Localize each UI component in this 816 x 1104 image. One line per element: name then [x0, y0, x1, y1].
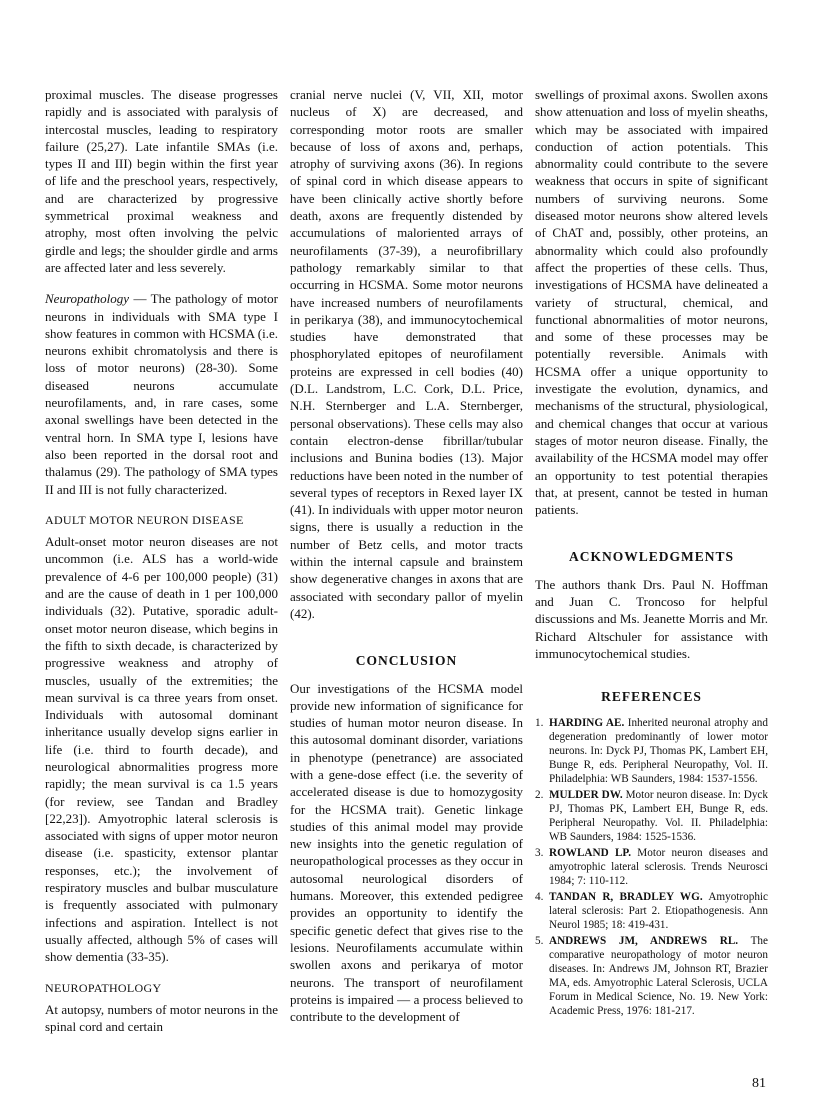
ref-text: Motor neuron disease. In: Dyck PJ, Thomas PK, Lambert EH, Bunge R, eds. Peripheral Neuropathy. Vol. II. Philadelphia: WB Saunders, 1984: 1525-1536.: [549, 788, 768, 843]
ref-number: 3.: [535, 846, 544, 859]
paragraph: swellings of proximal axons. Swollen axons show attenuation and loss of myelin sheaths, which may be associated with impaired conduction of action potentials. This abnormality could contribute to the severe weakness that occurs in spite of significant numbers of surviving neurons. Some diseased motor neurons show altered levels of ChAT and, possibly, other proteins, an abnormality which could also profoundly affect the properties of these cells. Thus, investigations of HCSMA have delineated a variety of structural, chemical, and functional abnormalities of motor neurons, and some of these processes may be potentially reversible. Animals with HCSMA offer a unique opportunity to investigate the evolution, dynamics, and mechanisms of the structural, physiological, and chemical changes that occur at various stages of motor neuron disease. Finally, the availability of the HCSMA model may offer an opportunity to test potential therapies that, at present, cannot be tested in human patients.: [535, 87, 768, 518]
section-heading: REFERENCES: [601, 689, 702, 705]
ref-authors: ANDREWS JM, ANDREWS RL.: [549, 934, 739, 947]
reference-item: [535, 716, 768, 786]
section-heading: CONCLUSION: [355, 653, 458, 669]
reference-item: [535, 788, 768, 844]
paragraph: Adult-onset motor neuron diseases are not uncommon (i.e. ALS has a world-wide prevalence of 4-6 per 100,000 people) (31) and are the cause of death in 1 per 100,000 individuals (32). Putative, sporadic adult-onset motor neuron disease, which begins in the fifth to sixth decade, is characterized by progressive weakness and atrophy of muscles, usually of the extremities; the mean survival is ca three years from onset. Individuals with autosomal dominant inheritance usually develop signs earlier in life (i.e. third to fourth decade), and neurological abnormalities progress more rapidly; the mean survival is ca 1.5 years (for review, see Tandan and Bradley [22,23]). Amyotrophic lateral sclerosis is associated with signs of upper motor neuron disease (i.e. spasticity, extensor plantar responses, etc.); the involvement of respiratory muscles and bulbar musculature is frequently associated with pulmonary infections and aspiration. Intellect is not usually affected, although 5% of cases will show dementia (33-35).: [45, 534, 278, 965]
reference-item: [535, 890, 768, 932]
reference-item: [535, 846, 768, 888]
ref-authors: ROWLAND LP.: [549, 846, 632, 859]
ref-text: Amyotrophic lateral sclerosis: Part 2. Etiopathogenesis. Ann Neurol 1985; 18: 419-431.: [549, 890, 768, 931]
ref-text: The comparative neuropathology of motor neuron diseases. In: Andrews JM, Johnson RT, Brazier MA, eds. Amyotrophic Lateral Sclerosis, UCLA Forum in Medical Science, No. 19. New York: Academic Press, 1976: 181-217.: [549, 934, 768, 1017]
ref-authors: HARDING AE.: [549, 716, 625, 729]
ref-authors: MULDER DW.: [549, 788, 623, 801]
paragraph: At autopsy, numbers of motor neurons in the spinal cord and certain: [45, 1001, 278, 1035]
page-number: 81: [752, 1076, 766, 1091]
ref-number: 4.: [535, 890, 544, 903]
section-heading: NEUROPATHOLOGY: [45, 980, 162, 995]
reference-item: [535, 934, 768, 1018]
paragraph: Our investigations of the HCSMA model provide new information of significance for studies of human motor neuron disease. In this autosomal dominant disorder, variations in phenotype (penetrance) are associated with a gene-dose effect (i.e. the severity of accelerated disease is due to homozygosity for the HCSMA trait). Genetic linkage studies of this animal model may provide new insights into the genetic regulation of neuropathological processes as they occur in autosomal neurological disorders of humans. Moreover, this extended pedigree provides an opportunity to identify the specific genetic defect that gives rise to the lesions. Neurofilaments accumulate within swollen axons and perikarya of motor neurons. The transport of neurofilament proteins is impaired — a process believed to contribute to the development of: [290, 680, 523, 1025]
paragraph-text: — The pathology of motor neurons in individuals with SMA type I show features in common with HCSMA (i.e. neurons exhibit chromatolysis and there is loss of motor neurons) (28-30). Some diseased neurons accumulate neurofilaments, and, in rare cases, some axonal swellings have been detected in the ventral horn. In SMA type I, lesions have also been reported in the dorsal root and thalamus (29). The pathology of SMA types II and III is not fully characterized.: [45, 291, 278, 497]
run-in-heading: Neuropathology: [45, 291, 130, 307]
section-heading: ACKNOWLEDGMENTS: [568, 549, 735, 565]
ref-authors: TANDAN R, BRADLEY WG.: [549, 890, 703, 903]
ref-number: 1.: [535, 716, 544, 729]
reference-list: [535, 716, 768, 1018]
column-3: [535, 86, 768, 1020]
ref-number: 2.: [535, 788, 544, 801]
ref-number: 5.: [535, 934, 544, 947]
column-2: [290, 86, 523, 1025]
ref-text: Motor neuron diseases and amyotrophic lateral sclerosis. Trends Neurosci 1984; 7: 110-112.: [549, 846, 768, 887]
paragraph: proximal muscles. The disease progresses rapidly and is associated with paralysis of intercostal muscles, leading to respiratory failure (25,27). Late infantile SMAs (i.e. types II and III) begin within the first year of life and the preschool years, respectively, and are characterized by progressive symmetrical proximal weakness and atrophy, most often involving the pelvic girdle and legs; the shoulder girdle and arms are affected later and less severely.: [45, 87, 278, 275]
ref-text: Inherited neuronal atrophy and degeneration predominantly of lower motor neurons. In: Dyck PJ, Thomas PK, Lambert EH, Bunge R, eds. Peripheral Neuropathy, Vol. II. Philadelphia: WB Saunders, 1984: 1537-1556.: [549, 716, 768, 785]
paragraph: The authors thank Drs. Paul N. Hoffman and Juan C. Troncoso for helpful discussions and Ms. Jeanette Morris and Mr. Richard Altschuler for assistance with immunocytochemical studies.: [535, 576, 768, 661]
paragraph: cranial nerve nuclei (V, VII, XII, motor nucleus of X) are decreased, and corresponding motor roots are smaller because of loss of axons and, perhaps, atrophy of surviving axons (36). In regions of spinal cord in which disease appears to have been clinically active shortly before death, axons are frequently distended by accumulations of maloriented arrays of neurofilaments (37-39), a neurofibrillary pathology remarkably similar to that occurring in HCSMA. Some motor neurons have increased numbers of neurofilaments in perikarya (38), and immunocytochemical studies have demonstrated that phosphorylated epitopes of neurofilament proteins are expressed in cell bodies (40) (D.L. Landstrom, L.C. Cork, D.L. Price, N.H. Sternberger and L.A. Sternberger, personal observations). These cells may also contain electron-dense fibrillar/tubular inclusions and Bunina bodies (13). Major reductions have been noted in the number of several types of receptors in Rexed layer IX (41). In individuals with upper motor neuron signs, there is usually a reduction in the number of Betz cells, and motor tracts within the internal capsule and brainstem show degenerative changes in axons that are associated with secondary pallor of myelin (42).: [290, 87, 523, 621]
paragraph: [45, 290, 278, 498]
section-heading: ADULT MOTOR NEURON DISEASE: [45, 512, 244, 527]
column-1: [45, 86, 278, 1035]
